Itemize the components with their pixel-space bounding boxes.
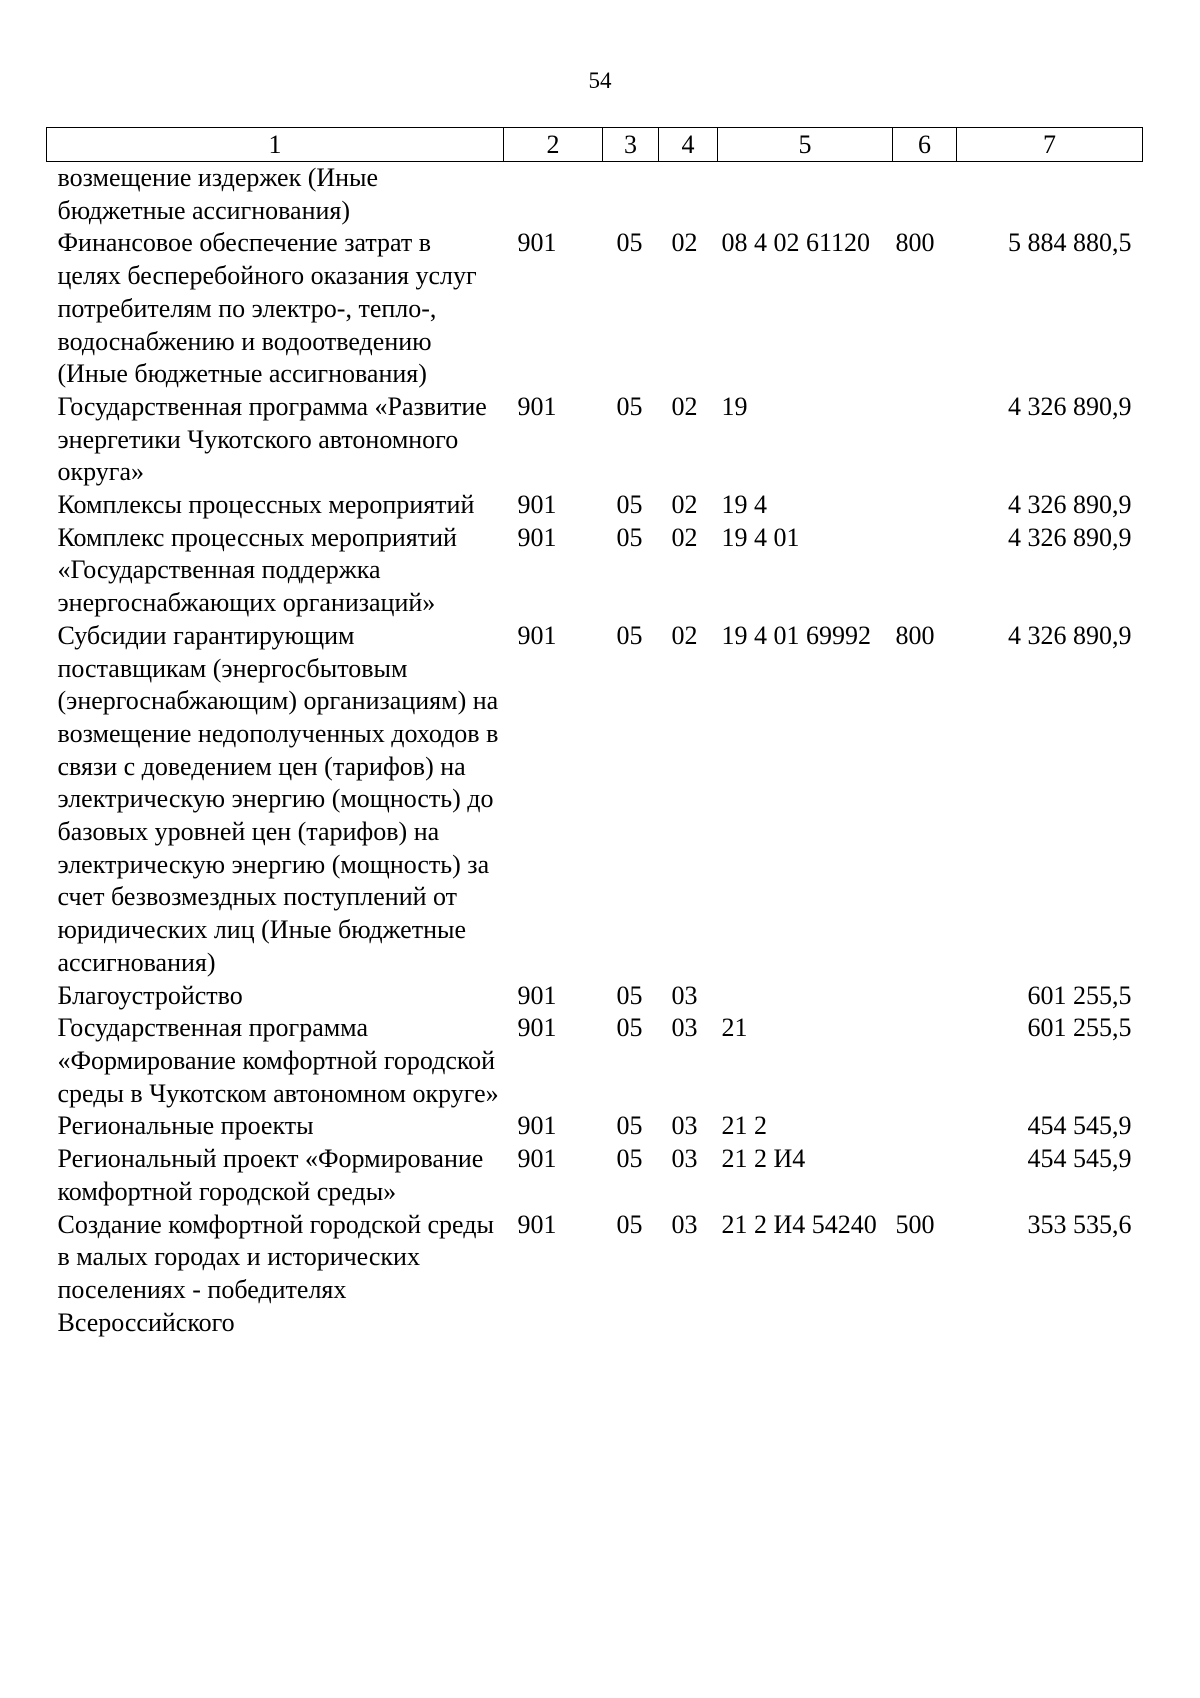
row-rz: 05: [616, 490, 643, 520]
row-csr: 08 4 02 61120: [721, 228, 871, 258]
row-pr: 03: [671, 1209, 698, 1239]
row-ved: 901: [517, 391, 557, 421]
row-ved: 901: [517, 620, 557, 650]
row-name: Региональный проект «Формирование комфортной городской среды»: [57, 1144, 484, 1206]
header-col-2: 2: [504, 128, 603, 162]
row-vr: [893, 522, 957, 620]
row-pr: 03: [671, 1111, 698, 1141]
header-col-4: 4: [659, 128, 718, 162]
row-vr: 800: [895, 620, 935, 650]
row-csr: 21 2 И4: [721, 1144, 806, 1174]
row-ved: 901: [517, 1013, 557, 1043]
header-col-6: 6: [893, 128, 957, 162]
header-col-5: 5: [718, 128, 893, 162]
row-ved: 901: [517, 1144, 557, 1174]
row-rz: 05: [616, 1209, 643, 1239]
row-vr: [893, 1012, 957, 1110]
row-name: Региональные проекты: [57, 1111, 314, 1141]
row-pr: 03: [671, 1144, 698, 1174]
table-row: [47, 391, 1143, 489]
row-name: Комплекс процессных мероприятий «Государственная поддержка энергоснабжающих организаций»: [57, 522, 457, 618]
budget-table: [46, 127, 1143, 1339]
table-header: [47, 128, 1143, 162]
row-name: Субсидии гарантирующим поставщикам (энергосбытовым (энергоснабжающим) организациям) на возмещение недополученных доходов в связи с доведением цен (тарифов) на электрическую энергию (мощность) до базовых уровней цен (тарифов) на электрическую энергию (мощность) за счет безвозмездных поступлений от юридических лиц (Иные бюджетные ассигнования): [57, 620, 499, 977]
table-row: [47, 980, 1143, 1013]
row-sum: 454 545,9: [1027, 1144, 1132, 1174]
row-csr: 21 2: [721, 1111, 767, 1141]
row-name: Государственная программа «Формирование комфортной городской среды в Чукотском автономном округе»: [57, 1013, 499, 1108]
row-name: возмещение издержек (Иные бюджетные ассигнования): [57, 163, 379, 225]
row-rz: 05: [616, 228, 643, 258]
row-pr: 02: [671, 620, 698, 650]
table-row: [47, 620, 1143, 980]
row-ved: 901: [517, 1209, 557, 1239]
row-sum: 4 326 890,9: [1008, 490, 1132, 520]
row-sum: 4 326 890,9: [1008, 620, 1132, 650]
row-rz: 05: [616, 1111, 643, 1141]
row-csr: 19 4 01: [721, 522, 800, 552]
table-row: [47, 227, 1143, 391]
row-rz: 05: [616, 980, 643, 1010]
header-col-3: 3: [603, 128, 659, 162]
row-name: Государственная программа «Развитие энергетики Чукотского автономного округа»: [57, 391, 487, 487]
table-row: [47, 1012, 1143, 1110]
row-csr: 21 2 И4 54240: [721, 1209, 877, 1239]
row-rz: 05: [616, 522, 643, 552]
row-csr: 19: [721, 391, 748, 421]
header-row: [47, 128, 1143, 162]
row-rz: 05: [616, 1013, 643, 1043]
row-ved: 901: [517, 228, 557, 258]
row-pr: 02: [671, 490, 698, 520]
row-ved: [504, 162, 603, 228]
row-sum: 601 255,5: [1027, 980, 1132, 1010]
row-sum: 601 255,5: [1027, 1013, 1132, 1043]
row-vr: [893, 980, 957, 1013]
row-pr: 03: [671, 980, 698, 1010]
table-row: [47, 522, 1143, 620]
row-sum: [957, 162, 1143, 228]
row-pr: 02: [671, 228, 698, 258]
row-vr: [893, 1110, 957, 1143]
row-sum: 4 326 890,9: [1008, 391, 1132, 421]
table-row: [47, 1110, 1143, 1143]
row-pr: 03: [671, 1013, 698, 1043]
row-vr: [893, 489, 957, 522]
header-col-7: 7: [957, 128, 1143, 162]
row-csr: 21: [721, 1013, 748, 1043]
table-row: [47, 1143, 1143, 1208]
row-name: Финансовое обеспечение затрат в целях бесперебойного оказания услуг потребителям по электро-, тепло-, водоснабжению и водоотведению (Иные бюджетные ассигнования): [57, 228, 477, 389]
row-rz: 05: [616, 620, 643, 650]
row-rz: 05: [616, 391, 643, 421]
row-name: Комплексы процессных мероприятий: [57, 490, 475, 520]
table-row: [47, 1209, 1143, 1340]
table-row: [47, 162, 1143, 228]
table-body: [47, 162, 1143, 1340]
row-rz: 05: [616, 1144, 643, 1174]
page-number: 54: [588, 68, 612, 93]
row-vr: 800: [895, 228, 935, 258]
row-ved: 901: [517, 1111, 557, 1141]
row-vr: 500: [895, 1209, 935, 1239]
row-ved: 901: [517, 980, 557, 1010]
row-sum: 4 326 890,9: [1008, 522, 1132, 552]
row-pr: 02: [671, 522, 698, 552]
row-pr: [659, 162, 718, 228]
row-csr: 19 4 01 69992: [721, 620, 871, 650]
row-ved: 901: [517, 522, 557, 552]
row-sum: 5 884 880,5: [1008, 228, 1132, 258]
row-vr: [893, 391, 957, 489]
row-sum: 353 535,6: [1027, 1209, 1132, 1239]
row-pr: 02: [671, 391, 698, 421]
row-name: Создание комфортной городской среды в малых городах и исторических поселениях - победителях Всероссийского: [57, 1209, 494, 1337]
row-name: Благоустройство: [57, 980, 243, 1010]
row-csr: 19 4: [721, 490, 767, 520]
row-rz: [603, 162, 659, 228]
row-sum: 454 545,9: [1027, 1111, 1132, 1141]
table-row: [47, 489, 1143, 522]
row-csr: [718, 162, 893, 228]
row-csr: [718, 980, 893, 1013]
row-vr: [893, 1143, 957, 1208]
row-vr: [893, 162, 957, 228]
row-ved: 901: [517, 490, 557, 520]
header-col-1: 1: [47, 128, 504, 162]
